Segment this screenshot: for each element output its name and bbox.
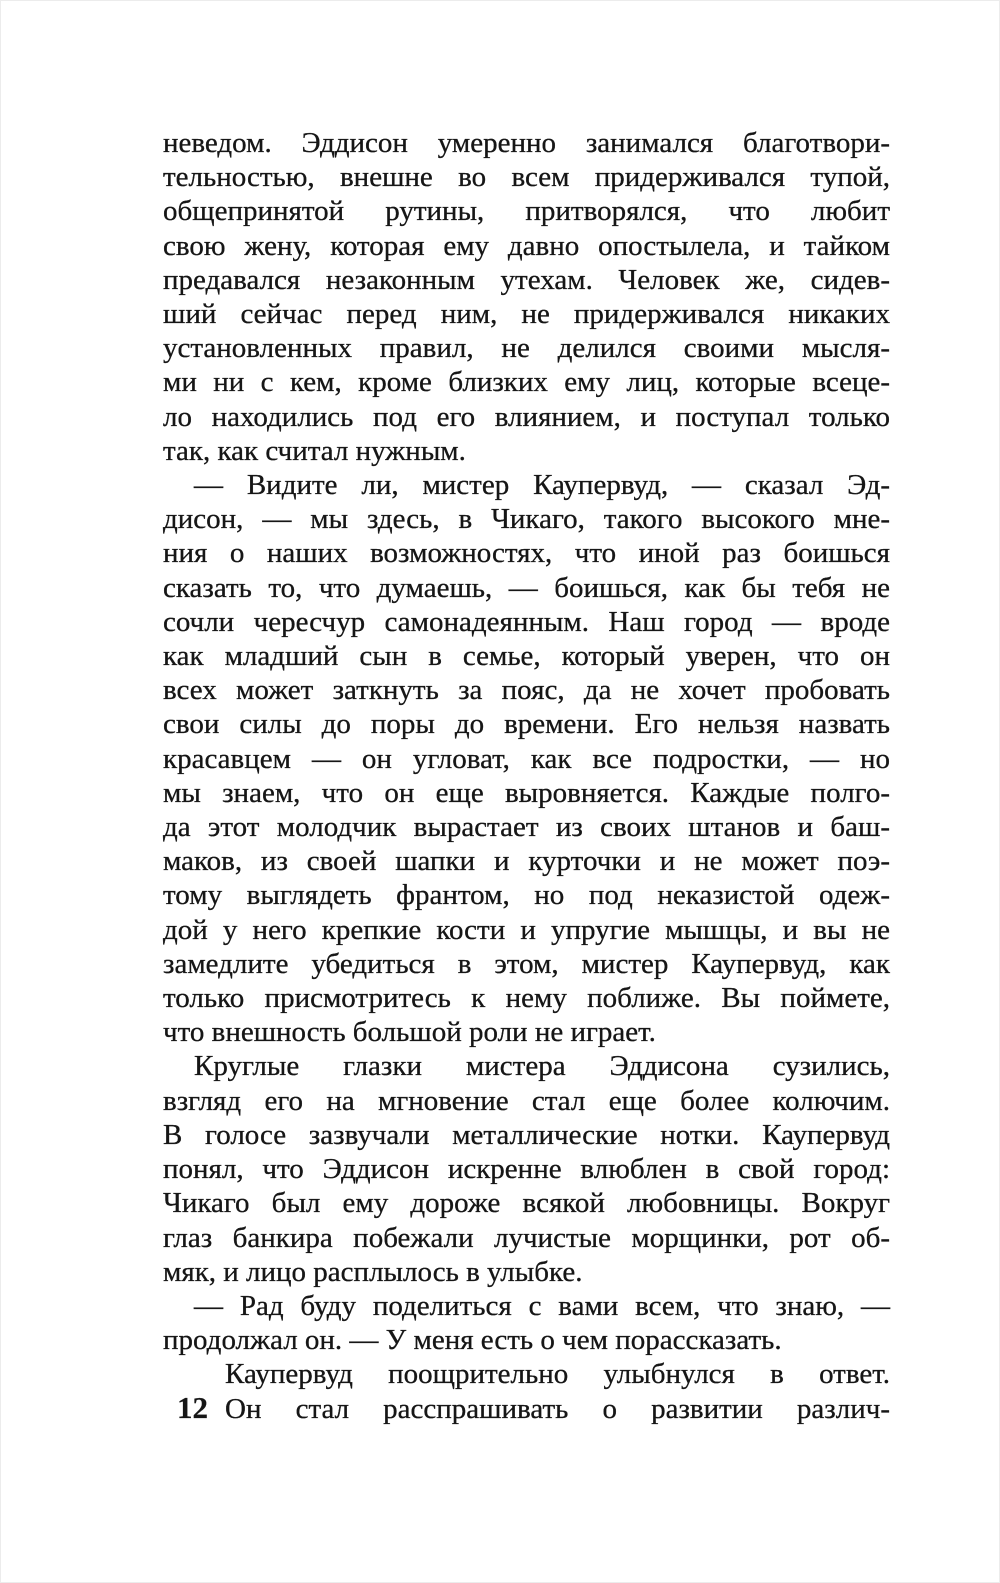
text-line: — Рад буду поделиться с вами всем, что знаю, — [194, 1289, 890, 1322]
text-line: маков, из своей шапки и курточки и не может поэ- [163, 845, 890, 878]
text-line: дой у него крепкие кости и упругие мышцы, и вы не [163, 913, 890, 946]
text-line: тельностью, внешне во всем придерживался тупой, [163, 161, 890, 194]
text-line: общепринятой рутины, притворялся, что любит [163, 195, 890, 228]
text-line: как младший сын в семье, который уверен, что он [163, 640, 890, 673]
text-line: свою жену, которая ему давно опостылела, и тайком [163, 229, 890, 262]
text-line: предавался незаконным утехам. Человек же, сидев- [163, 263, 890, 296]
text-line: установленных правил, не делился своими мысля- [163, 332, 890, 365]
text-line: ния о наших возможностях, что иной раз боишься [163, 537, 890, 570]
text-line: мы знаем, что он еще выровняется. Каждые полго- [163, 776, 890, 809]
text-line: только присмотритесь к нему поближе. Вы поймете, [163, 982, 890, 1015]
text-line: что внешность большой роли не играет. [163, 1016, 656, 1049]
text-line: понял, что Эддисон искренне влюблен в свой город: [163, 1153, 890, 1186]
text-line: свои силы до поры до времени. Его нельзя назвать [163, 708, 890, 741]
page-number: 12 [177, 1390, 208, 1425]
text-line: взгляд его на мгновение стал еще более колючим. [163, 1084, 890, 1117]
text-line: Он стал расспрашивать о развитии различ- [225, 1392, 890, 1425]
text-line: красавцем — он угловат, как все подростки, — но [163, 742, 890, 775]
text-line: так, как считал нужным. [163, 434, 466, 467]
text-line: сказать то, что думаешь, — боишься, как бы тебя не [163, 571, 890, 604]
text-line: мяк, и лицо расплылось в улыбке. [163, 1255, 583, 1288]
text-line: В голосе зазвучали металлические нотки. Каупервуд [163, 1118, 890, 1151]
text-line: ло находились под его влиянием, и поступал только [163, 400, 890, 433]
text-line: — Видите ли, мистер Каупервуд, — сказал Эд- [194, 469, 890, 502]
text-line: Чикаго был ему дороже всякой любовницы. Вокруг [163, 1187, 890, 1220]
text-line: продолжал он. — У меня есть о чем порассказать. [163, 1324, 782, 1357]
text-line: ший сейчас перед ним, не придерживался никаких [163, 298, 890, 331]
text-line: дисон, — мы здесь, в Чикаго, такого высокого мне- [163, 503, 890, 536]
text-line: Круглые глазки мистера Эддисона сузились, [194, 1050, 890, 1083]
text-line: глаз банкира побежали лучистые морщинки, рот об- [163, 1221, 890, 1254]
text-line: ми ни с кем, кроме близких ему лиц, которые всеце- [163, 366, 890, 399]
text-line: Каупервуд поощрительно улыбнулся в ответ. [225, 1358, 890, 1391]
text-line: всех может заткнуть за пояс, да не хочет пробовать [163, 674, 890, 707]
text-line: да этот молодчик вырастает из своих штанов и баш- [163, 811, 890, 844]
text-line: тому выглядеть франтом, но под неказистой одеж- [163, 879, 890, 912]
text-line: замедлите убедиться в этом, мистер Каупервуд, как [163, 947, 890, 980]
text-line: неведом. Эддисон умеренно занимался благотвори- [163, 127, 890, 159]
text-line: сочли чересчур самонадеянным. Наш город — вроде [163, 605, 890, 638]
text-block [163, 126, 890, 1426]
